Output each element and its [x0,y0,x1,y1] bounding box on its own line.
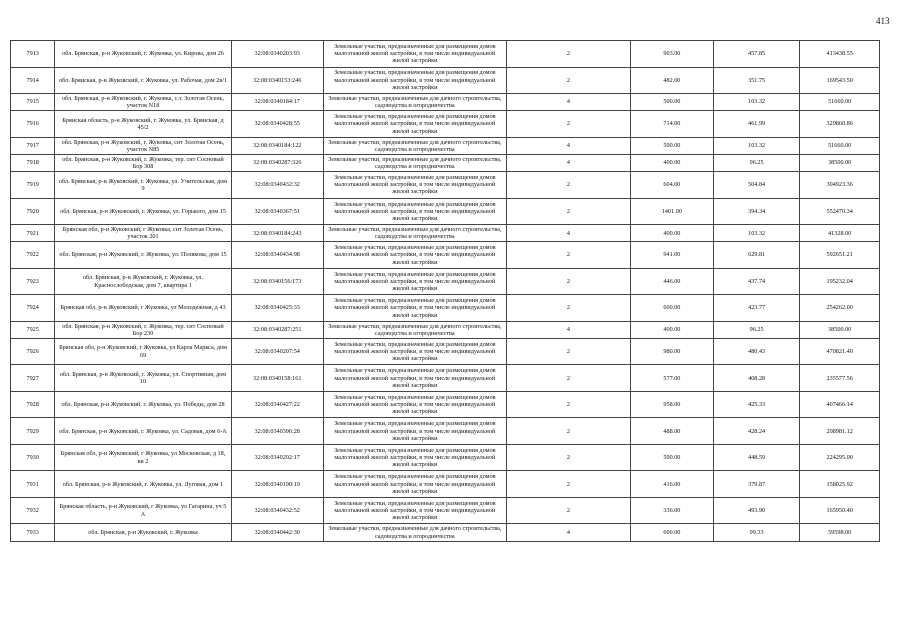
cadastral-value-cell: 552470.34 [800,198,880,225]
use-group-cell: 4 [506,321,630,338]
use-group-cell: 2 [506,497,630,524]
table-row [11,321,880,338]
area-cell: 600.00 [630,295,713,322]
area-cell: 941.00 [630,242,713,269]
specific-value-cell: 448.59 [713,444,799,471]
cadastral-number-cell: 32:08:0340158:161 [231,365,323,392]
land-use-cell: Земельные участки, предназначенные для дачного строительства, садоводства и огородничества [323,137,506,154]
use-group-cell: 2 [506,67,630,94]
address-cell: обл. Брянская, р-н Жуковский, г. Жуковка, ул. Полякова, дом 15 [55,242,231,269]
specific-value-cell: 457.85 [713,41,799,68]
cadastral-value-cell: 329860.86 [800,111,880,138]
address-cell: обл. Брянская, р-н Жуковский, г. Жуковка, ул. Краснослободская, дом 7, квартира 1 [55,268,231,295]
area-cell: 577.00 [630,365,713,392]
address-cell: обл. Брянская, р-н Жуковский, г. Жуковка, снт Золотая Осень, участок N85 [55,137,231,154]
row-number-cell: 7926 [11,338,55,365]
table-row [11,524,880,541]
specific-value-cell: 437.74 [713,268,799,295]
land-use-cell: Земельные участки, предназначенные для размещения домов малоэтажной жилой застройки, в том числе индивидуальной жилой застройки [323,338,506,365]
row-number-cell: 7914 [11,67,55,94]
land-use-cell: Земельные участки, предназначенные для дачного строительства, садоводства и огородничества [323,321,506,338]
table-row [11,365,880,392]
table-row [11,242,880,269]
cadastral-value-cell: 208981.12 [800,418,880,445]
cadastral-number-cell: 32:08:0340432:32 [231,172,323,199]
specific-value-cell: 394.34 [713,198,799,225]
cadastral-value-cell: 169543.50 [800,67,880,94]
area-cell: 500.00 [630,444,713,471]
cadastral-value-cell: 51660.00 [800,137,880,154]
land-use-cell: Земельные участки, предназначенные для размещения домов малоэтажной жилой застройки, в том числе индивидуальной жилой застройки [323,497,506,524]
area-cell: 500.00 [630,137,713,154]
use-group-cell: 2 [506,172,630,199]
area-cell: 958.00 [630,391,713,418]
row-number-cell: 7913 [11,41,55,68]
land-registry-table [10,40,880,542]
area-cell: 488.00 [630,418,713,445]
address-cell: обл. Брянская, р-н Жуковский, г. Жуковка, ул. Победы, дом 28 [55,391,231,418]
specific-value-cell: 461.99 [713,111,799,138]
land-use-cell: Земельные участки, предназначенные для размещения домов малоэтажной жилой застройки, в том числе индивидуальной жилой застройки [323,242,506,269]
table-row [11,295,880,322]
cadastral-value-cell: 235577.56 [800,365,880,392]
table-row [11,41,880,68]
specific-value-cell: 425.33 [713,391,799,418]
land-use-cell: Земельные участки, предназначенные для размещения домов малоэтажной жилой застройки, в том числе индивидуальной жилой застройки [323,391,506,418]
row-number-cell: 7918 [11,154,55,171]
cadastral-number-cell: 32:08:0340207:54 [231,338,323,365]
address-cell: обл. Брянская, р-н Жуковский, г. Жуковка [55,524,231,541]
cadastral-value-cell: 254262.00 [800,295,880,322]
cadastral-number-cell: 32:08:0340367:51 [231,198,323,225]
cadastral-value-cell: 38500.00 [800,321,880,338]
address-cell: обл. Брянская, р-н Жуковский, г. Жуковка, тер. снт Сосновый Бор 308 [55,154,231,171]
area-cell: 1401.00 [630,198,713,225]
land-use-cell: Земельные участки, предназначенные для размещения домов малоэтажной жилой застройки, в том числе индивидуальной жилой застройки [323,198,506,225]
use-group-cell: 2 [506,242,630,269]
area-cell: 446.00 [630,268,713,295]
row-number-cell: 7922 [11,242,55,269]
specific-value-cell: 103.32 [713,94,799,111]
specific-value-cell: 96.25 [713,321,799,338]
use-group-cell: 4 [506,524,630,541]
cadastral-value-cell: 165950.40 [800,497,880,524]
area-cell: 604.00 [630,172,713,199]
use-group-cell: 2 [506,268,630,295]
cadastral-value-cell: 59598.00 [800,524,880,541]
land-use-cell: Земельные участки, предназначенные для размещения домов малоэтажной жилой застройки, в том числе индивидуальной жилой застройки [323,111,506,138]
address-cell: обл. Брянская, р-н Жуковский, г. Жуковка, тер. снт Сосновый Бор 230 [55,321,231,338]
use-group-cell: 2 [506,198,630,225]
cadastral-number-cell: 32:08:0340396:28 [231,418,323,445]
specific-value-cell: 351.75 [713,67,799,94]
land-use-cell: Земельные участки, предназначенные для размещения домов малоэтажной жилой застройки, в том числе индивидуальной жилой застройки [323,172,506,199]
cadastral-value-cell: 407466.14 [800,391,880,418]
table-row [11,154,880,171]
specific-value-cell: 103.32 [713,225,799,242]
address-cell: обл. Брянская, р-н Жуковский, г. Жуковка, ул. Луговая, дом 1 [55,471,231,498]
cadastral-value-cell: 38500.00 [800,154,880,171]
table-row [11,391,880,418]
cadastral-number-cell: 32:08:0340434:98 [231,242,323,269]
row-number-cell: 7930 [11,444,55,471]
address-cell: обл. Брянская, р-н Жуковский, г. Жуковка, ул. Учительская, дом 9 [55,172,231,199]
cadastral-value-cell: 51660.00 [800,94,880,111]
cadastral-number-cell: 32:08:0340425:33 [231,295,323,322]
cadastral-number-cell: 32:08:0340427:22 [231,391,323,418]
cadastral-value-cell: 592651.21 [800,242,880,269]
land-use-cell: Земельные участки, предназначенные для размещения домов малоэтажной жилой застройки, в том числе индивидуальной жилой застройки [323,268,506,295]
use-group-cell: 2 [506,391,630,418]
area-cell: 336.00 [630,497,713,524]
use-group-cell: 2 [506,41,630,68]
address-cell: обл. Брянская, р-н Жуковский, г. Жуковка, ул. Горького, дом 15 [55,198,231,225]
table-row [11,418,880,445]
land-use-cell: Земельные участки, предназначенные для дачного строительства, садоводства и огородничества [323,524,506,541]
address-cell: Брянская область, р-н Жуковский, г. Жуковка, ул. Брянская, д 45/2 [55,111,231,138]
area-cell: 400.00 [630,225,713,242]
table-row [11,444,880,471]
row-number-cell: 7927 [11,365,55,392]
table-row [11,111,880,138]
cadastral-number-cell: 32:08:0340184:122 [231,137,323,154]
row-number-cell: 7928 [11,391,55,418]
area-cell: 482.00 [630,67,713,94]
use-group-cell: 2 [506,111,630,138]
cadastral-number-cell: 32:08:0340428:55 [231,111,323,138]
table-row [11,94,880,111]
use-group-cell: 2 [506,295,630,322]
cadastral-number-cell: 32:08:0340184:243 [231,225,323,242]
table-row [11,172,880,199]
cadastral-number-cell: 32:08:0340156:173 [231,268,323,295]
land-use-cell: Земельные участки, предназначенные для размещения домов малоэтажной жилой застройки, в том числе индивидуальной жилой застройки [323,295,506,322]
cadastral-number-cell: 32:08:0340202:17 [231,444,323,471]
page-number: 413 [876,16,890,26]
area-cell: 714.00 [630,111,713,138]
specific-value-cell: 493.90 [713,497,799,524]
table-row [11,225,880,242]
use-group-cell: 2 [506,418,630,445]
address-cell: обл. Брянская, р-н Жуковский, г. Жуковка, ул. Кирова, дом 26 [55,41,231,68]
land-registry-body [11,41,880,542]
address-cell: обл. Брянская, р-н Жуковский, г. Жуковка, ул. Садовая, дом 6-А [55,418,231,445]
address-cell: Брянская обл, р-н Жуковский, г Жуковка, ул Московская, д 18, кв 2 [55,444,231,471]
specific-value-cell: 428.24 [713,418,799,445]
row-number-cell: 7921 [11,225,55,242]
area-cell: 400.00 [630,154,713,171]
specific-value-cell: 408.28 [713,365,799,392]
land-use-cell: Земельные участки, предназначенные для размещения домов малоэтажной жилой застройки, в том числе индивидуальной жилой застройки [323,41,506,68]
area-cell: 903.00 [630,41,713,68]
row-number-cell: 7915 [11,94,55,111]
row-number-cell: 7919 [11,172,55,199]
use-group-cell: 4 [506,225,630,242]
cadastral-value-cell: 470821.40 [800,338,880,365]
cadastral-number-cell: 32:08:0340287:326 [231,154,323,171]
table-row [11,471,880,498]
cadastral-number-cell: 32:08:0340184:17 [231,94,323,111]
specific-value-cell: 480.43 [713,338,799,365]
cadastral-value-cell: 413438.55 [800,41,880,68]
cadastral-number-cell: 32:08:0340190:19 [231,471,323,498]
use-group-cell: 4 [506,154,630,171]
row-number-cell: 7917 [11,137,55,154]
use-group-cell: 4 [506,94,630,111]
row-number-cell: 7931 [11,471,55,498]
land-use-cell: Земельные участки, предназначенные для дачного строительства, садоводства и огородничества [323,94,506,111]
table-row [11,198,880,225]
address-cell: обл. Брянская, р-н Жуковский, г. Жуковка, ул. Рабочая, дом 2в/1 [55,67,231,94]
row-number-cell: 7932 [11,497,55,524]
row-number-cell: 7923 [11,268,55,295]
row-number-cell: 7916 [11,111,55,138]
address-cell: Брянская область, р-н Жуковский, г Жуковка, ул Гагарина, уч 5 А [55,497,231,524]
specific-value-cell: 96.25 [713,154,799,171]
cadastral-number-cell: 32:08:0340153:246 [231,67,323,94]
address-cell: Брянская обл, р-н Жуковский, г Жуковка, ул Карла Маркса, дом 69 [55,338,231,365]
address-cell: Брянская обл, р-н Жуковский, г Жуковка, ул Молодежная, д 43 [55,295,231,322]
cadastral-value-cell: 41328.00 [800,225,880,242]
table-row [11,338,880,365]
address-cell: обл. Брянская, р-н Жуковский, г. Жуковка, ул. Спортивная, дом 10 [55,365,231,392]
land-use-cell: Земельные участки, предназначенные для дачного строительства, садоводства и огородничества [323,154,506,171]
use-group-cell: 2 [506,338,630,365]
address-cell: Брянская обл, р-н Жуковский, г Жуковка, снт Золотая Осень, участок 201 [55,225,231,242]
area-cell: 416.00 [630,471,713,498]
table-row [11,497,880,524]
area-cell: 400.00 [630,321,713,338]
specific-value-cell: 379.87 [713,471,799,498]
row-number-cell: 7933 [11,524,55,541]
row-number-cell: 7924 [11,295,55,322]
use-group-cell: 4 [506,137,630,154]
cadastral-value-cell: 195232.04 [800,268,880,295]
cadastral-number-cell: 32:08:0340287:251 [231,321,323,338]
land-use-cell: Земельные участки, предназначенные для размещения домов малоэтажной жилой застройки, в том числе индивидуальной жилой застройки [323,471,506,498]
specific-value-cell: 629.81 [713,242,799,269]
use-group-cell: 2 [506,365,630,392]
specific-value-cell: 504.84 [713,172,799,199]
use-group-cell: 2 [506,444,630,471]
table-row [11,67,880,94]
area-cell: 600.00 [630,524,713,541]
cadastral-value-cell: 304923.36 [800,172,880,199]
row-number-cell: 7929 [11,418,55,445]
use-group-cell: 2 [506,471,630,498]
row-number-cell: 7920 [11,198,55,225]
address-cell: обл. Брянская, р-н Жуковский, г. Жуковка, с.т. Золотая Осень, участок N18 [55,94,231,111]
cadastral-number-cell: 32:08:0340203:93 [231,41,323,68]
table-row [11,268,880,295]
area-cell: 500.00 [630,94,713,111]
land-use-cell: Земельные участки, предназначенные для дачного строительства, садоводства и огородничества [323,225,506,242]
specific-value-cell: 423.77 [713,295,799,322]
cadastral-number-cell: 32:08:0340432:52 [231,497,323,524]
cadastral-value-cell: 158025.92 [800,471,880,498]
specific-value-cell: 103.32 [713,137,799,154]
cadastral-value-cell: 224295.00 [800,444,880,471]
land-use-cell: Земельные участки, предназначенные для размещения домов малоэтажной жилой застройки, в том числе индивидуальной жилой застройки [323,365,506,392]
specific-value-cell: 99.33 [713,524,799,541]
land-use-cell: Земельные участки, предназначенные для размещения домов малоэтажной жилой застройки, в том числе индивидуальной жилой застройки [323,67,506,94]
land-use-cell: Земельные участки, предназначенные для размещения домов малоэтажной жилой застройки, в том числе индивидуальной жилой застройки [323,418,506,445]
row-number-cell: 7925 [11,321,55,338]
table-row [11,137,880,154]
area-cell: 980.00 [630,338,713,365]
land-use-cell: Земельные участки, предназначенные для размещения домов малоэтажной жилой застройки, в том числе индивидуальной жилой застройки [323,444,506,471]
cadastral-number-cell: 32:08:0340442:30 [231,524,323,541]
